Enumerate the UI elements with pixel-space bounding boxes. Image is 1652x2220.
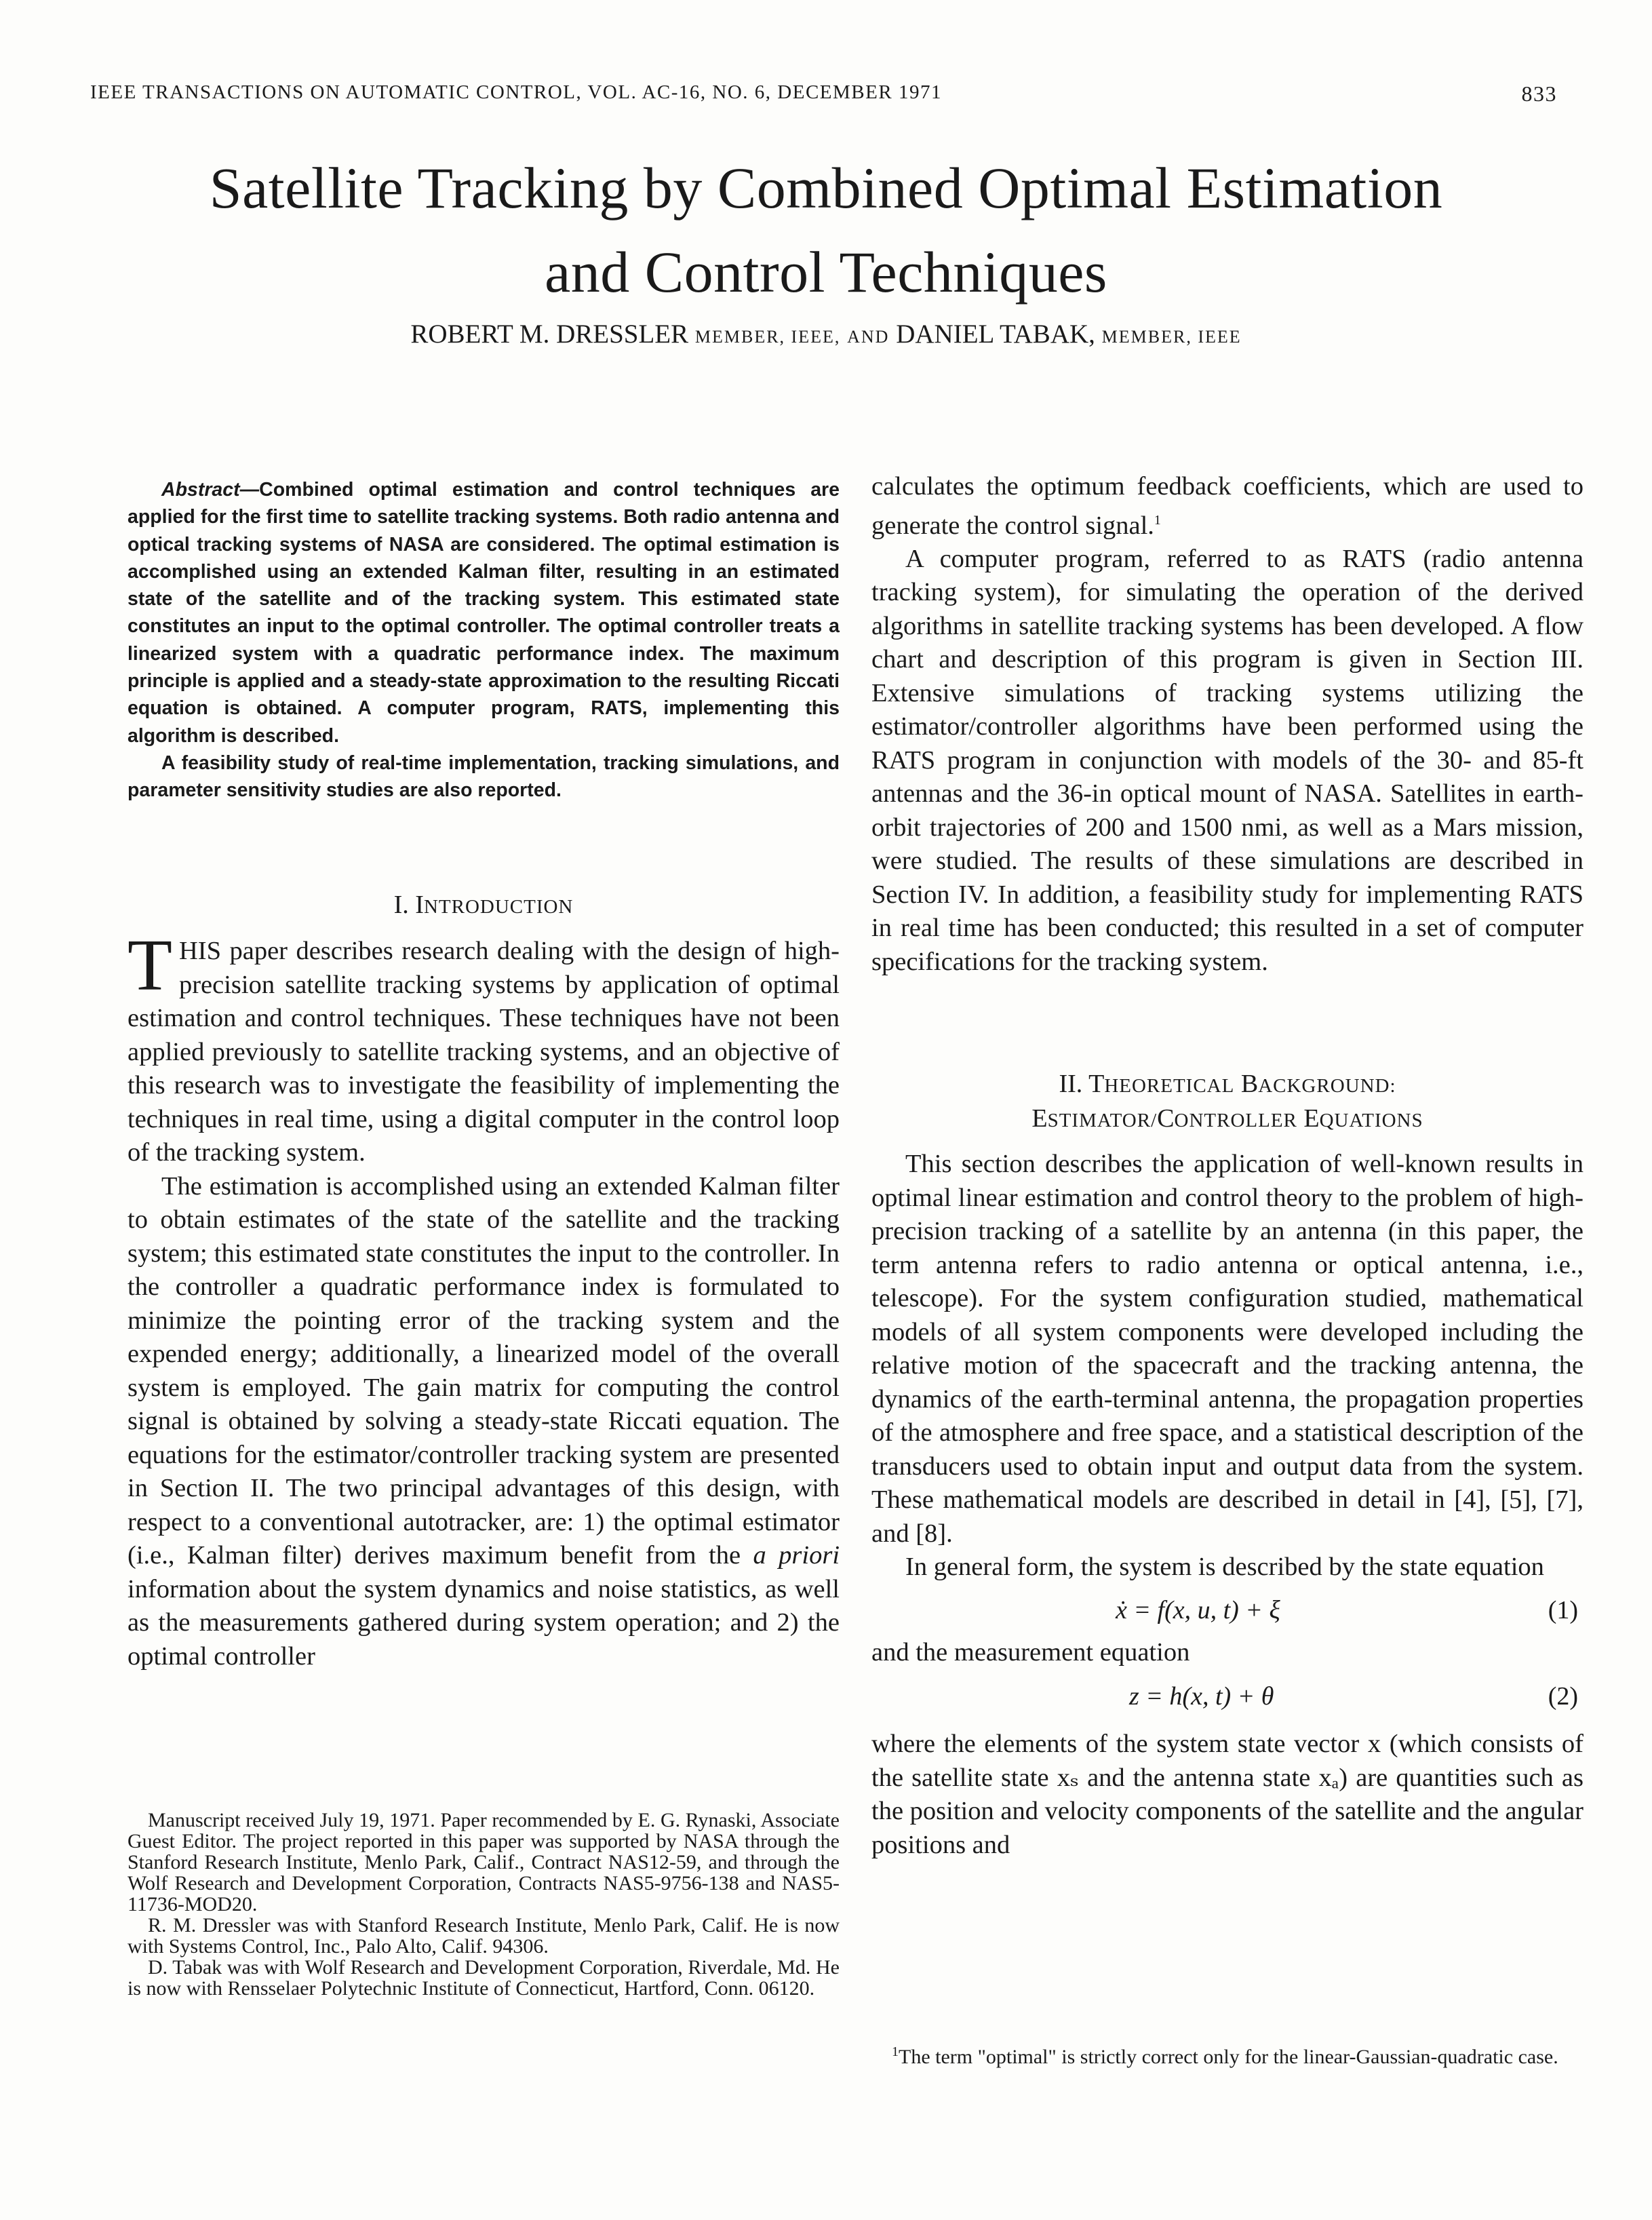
paper-title <box>68 146 1584 314</box>
footnote-reference: 1 <box>1154 512 1161 528</box>
manuscript-note-1: Manuscript received July 19, 1971. Paper recommended by E. G. Rynaski, Associate Guest Editor. The project reported in this paper was supported by NASA through the Stanford Research Institute, Menlo Park, Calif., Contract NAS12-59, and through the Wolf Research and Development Corporation, Contracts NAS5-9756-138 and NAS5-11736-MOD20. <box>127 1809 840 1915</box>
continued-paragraph: calculates the optimum feedback coefficients, which are used to generate the control signal.$^1$ <box>871 472 1584 540</box>
section-1-body <box>127 925 840 1673</box>
abstract-paragraph-2: A feasibility study of real-time implementation, tracking simulations, and parameter sensitivity studies are also reported. <box>127 752 840 802</box>
running-header <box>90 81 1557 117</box>
drop-cap: T <box>127 925 172 1006</box>
author-line <box>68 319 1584 349</box>
abstract <box>127 476 840 804</box>
section-1-heading: I. INTRODUCTION <box>393 891 574 919</box>
section-2-paragraph-1: This section describes the application of well-known results in optimal linear estimation and control theory to the problem of high-precision tracking of a satellite by an antenna (in this paper, the term antenna refers to radio antenna or optical antenna, i.e., telescope). For the system configuration studied, mathematical models of all system components were developed including the relative motion of the spacecraft and the tracking antenna, the dynamics of the earth-terminal antenna, the propagation properties of the atmosphere and free space, and a statistical description of the transducers used to obtain input and output data from the system. These mathematical models are described in detail in [4], [5], [7], and [8]. <box>871 1150 1584 1548</box>
section-2-paragraph-2: In general form, the system is described by the state equation <box>905 1553 1544 1581</box>
intro-paragraph-2: The estimation is accomplished using an extended Kalman filter to obtain estimates of the state of the satellite and the tracking system; this estimated state constitutes the input to the controller. In the controller a quadratic performance index is formulated to minimize the pointing error of the tracking system and the expended energy; additionally, a linearized model of the overall system is employed. The gain matrix for computing the control signal is obtained by solving a steady-state Riccati equation. The equations for the estimator/controller tracking system are presented in Section II. The two principal advantages of this design, with respect to a conventional autotracker, are: 1) the optimal estimator (i.e., Kalman filter) derives maximum benefit from the a priori information about the system dynamics and noise statistics, as well as the measurements gathered during system operation; and 2) the optimal controller <box>127 1171 840 1671</box>
author-conjunction: AND <box>847 327 890 347</box>
equation-1-number: (1) <box>1548 1595 1578 1624</box>
section-2-heading: II. THEORETICAL BACKGROUND: ESTIMATOR/CONTROLLER EQUATIONS <box>1031 1070 1423 1133</box>
author-2-membership: MEMBER, IEEE <box>1101 327 1242 347</box>
manuscript-note-2: R. M. Dressler was with Stanford Research Institute, Menlo Park, Calif. He is now with Systems Control, Inc., Palo Alto, Calif. 94306. <box>127 1914 840 1958</box>
manuscript-notes <box>127 1810 840 1999</box>
rats-paragraph: A computer program, referred to as RATS (radio antenna tracking system), for simulating the operation of the derived algorithms in satellite tracking systems has been developed. A flow chart and description of this program is given in Section III. Extensive simulations of tracking systems utilizing the estimator/controller algorithms have been performed using the RATS program in conjunction with models of the 30- and 85-ft antennas and the 36-in optical mount of NASA. Satellites in earth-orbit trajectories of 200 and 1500 nmi, as well as a Mars mission, were studied. The results of these simulations are described in Section IV. In addition, a feasibility study for implementing RATS in real time has been conducted; this resulted in a set of computer specifications for the tracking system. <box>871 544 1584 976</box>
manuscript-note-3: D. Tabak was with Wolf Research and Development Corporation, Riverdale, Md. He is now with Rensselaer Polytechnic Institute of Connecticut, Hartford, Conn. 06120. <box>127 1956 840 2000</box>
abstract-paragraph-1: —Combined optimal estimation and control techniques are applied for the first time to satellite tracking systems. Both radio antenna and optical tracking systems of NASA are considered. The optimal estimation is accomplished using an extended Kalman filter, resulting in an estimated state of the satellite and of the tracking system. This estimated state constitutes an input to the optimal controller. The optimal controller treats a linearized system with a quadratic performance index. The maximum principle is applied and a steady-state approximation to the resulting Riccati equation is obtained. A computer program, RATS, implementing this algorithm is described. <box>127 479 840 747</box>
footnote-1-text: The term "optimal" is strictly correct only for the linear-Gaussian-quadratic case. <box>899 2046 1558 2068</box>
abstract-label: Abstract <box>161 479 240 501</box>
equation-2-expression: z = h(x, t) + θ <box>1129 1682 1274 1711</box>
equation-1 <box>871 1594 1584 1636</box>
section-2-body <box>871 1148 1584 1862</box>
author-1: ROBERT M. DRESSLER <box>410 319 689 349</box>
title-line-2: and Control Techniques <box>545 239 1107 305</box>
title-line-1: Satellite Tracking by Combined Optimal Estimation <box>209 155 1443 220</box>
equation-2-number: (2) <box>1548 1682 1578 1711</box>
footnote-1-mark: 1 <box>892 2044 899 2059</box>
section-2-paragraph-4: where the elements of the system state vector x (which consists of the satellite state xₛ and the antenna state xₐ) are quantities such as the position and velocity components of the satellite and the angular positions and <box>871 1730 1584 1859</box>
author-2: DANIEL TABAK, <box>896 319 1095 349</box>
equation-2 <box>871 1680 1584 1722</box>
section-2-paragraph-3: and the measurement equation <box>871 1637 1190 1667</box>
page-number: 833 <box>1521 81 1557 106</box>
right-column-body <box>871 470 1584 979</box>
intro-paragraph-1: THIS paper describes research dealing with the design of high-precision satellite tracking systems by application of optimal estimation and control techniques. These techniques have not been applied previously to satellite tracking systems, and an objective of this research was to investigate the feasibility of implementing the techniques in real time, using a digital computer in the control loop of the tracking system. <box>127 925 840 1167</box>
journal-citation: IEEE TRANSACTIONS ON AUTOMATIC CONTROL, VOL. AC-16, NO. 6, DECEMBER 1971 <box>90 81 942 103</box>
footnote-1 <box>871 2042 1584 2067</box>
equation-1-expression: ẋ = f(x, u, t) + ξ <box>1116 1595 1280 1624</box>
author-1-membership: MEMBER, IEEE, <box>694 327 841 347</box>
